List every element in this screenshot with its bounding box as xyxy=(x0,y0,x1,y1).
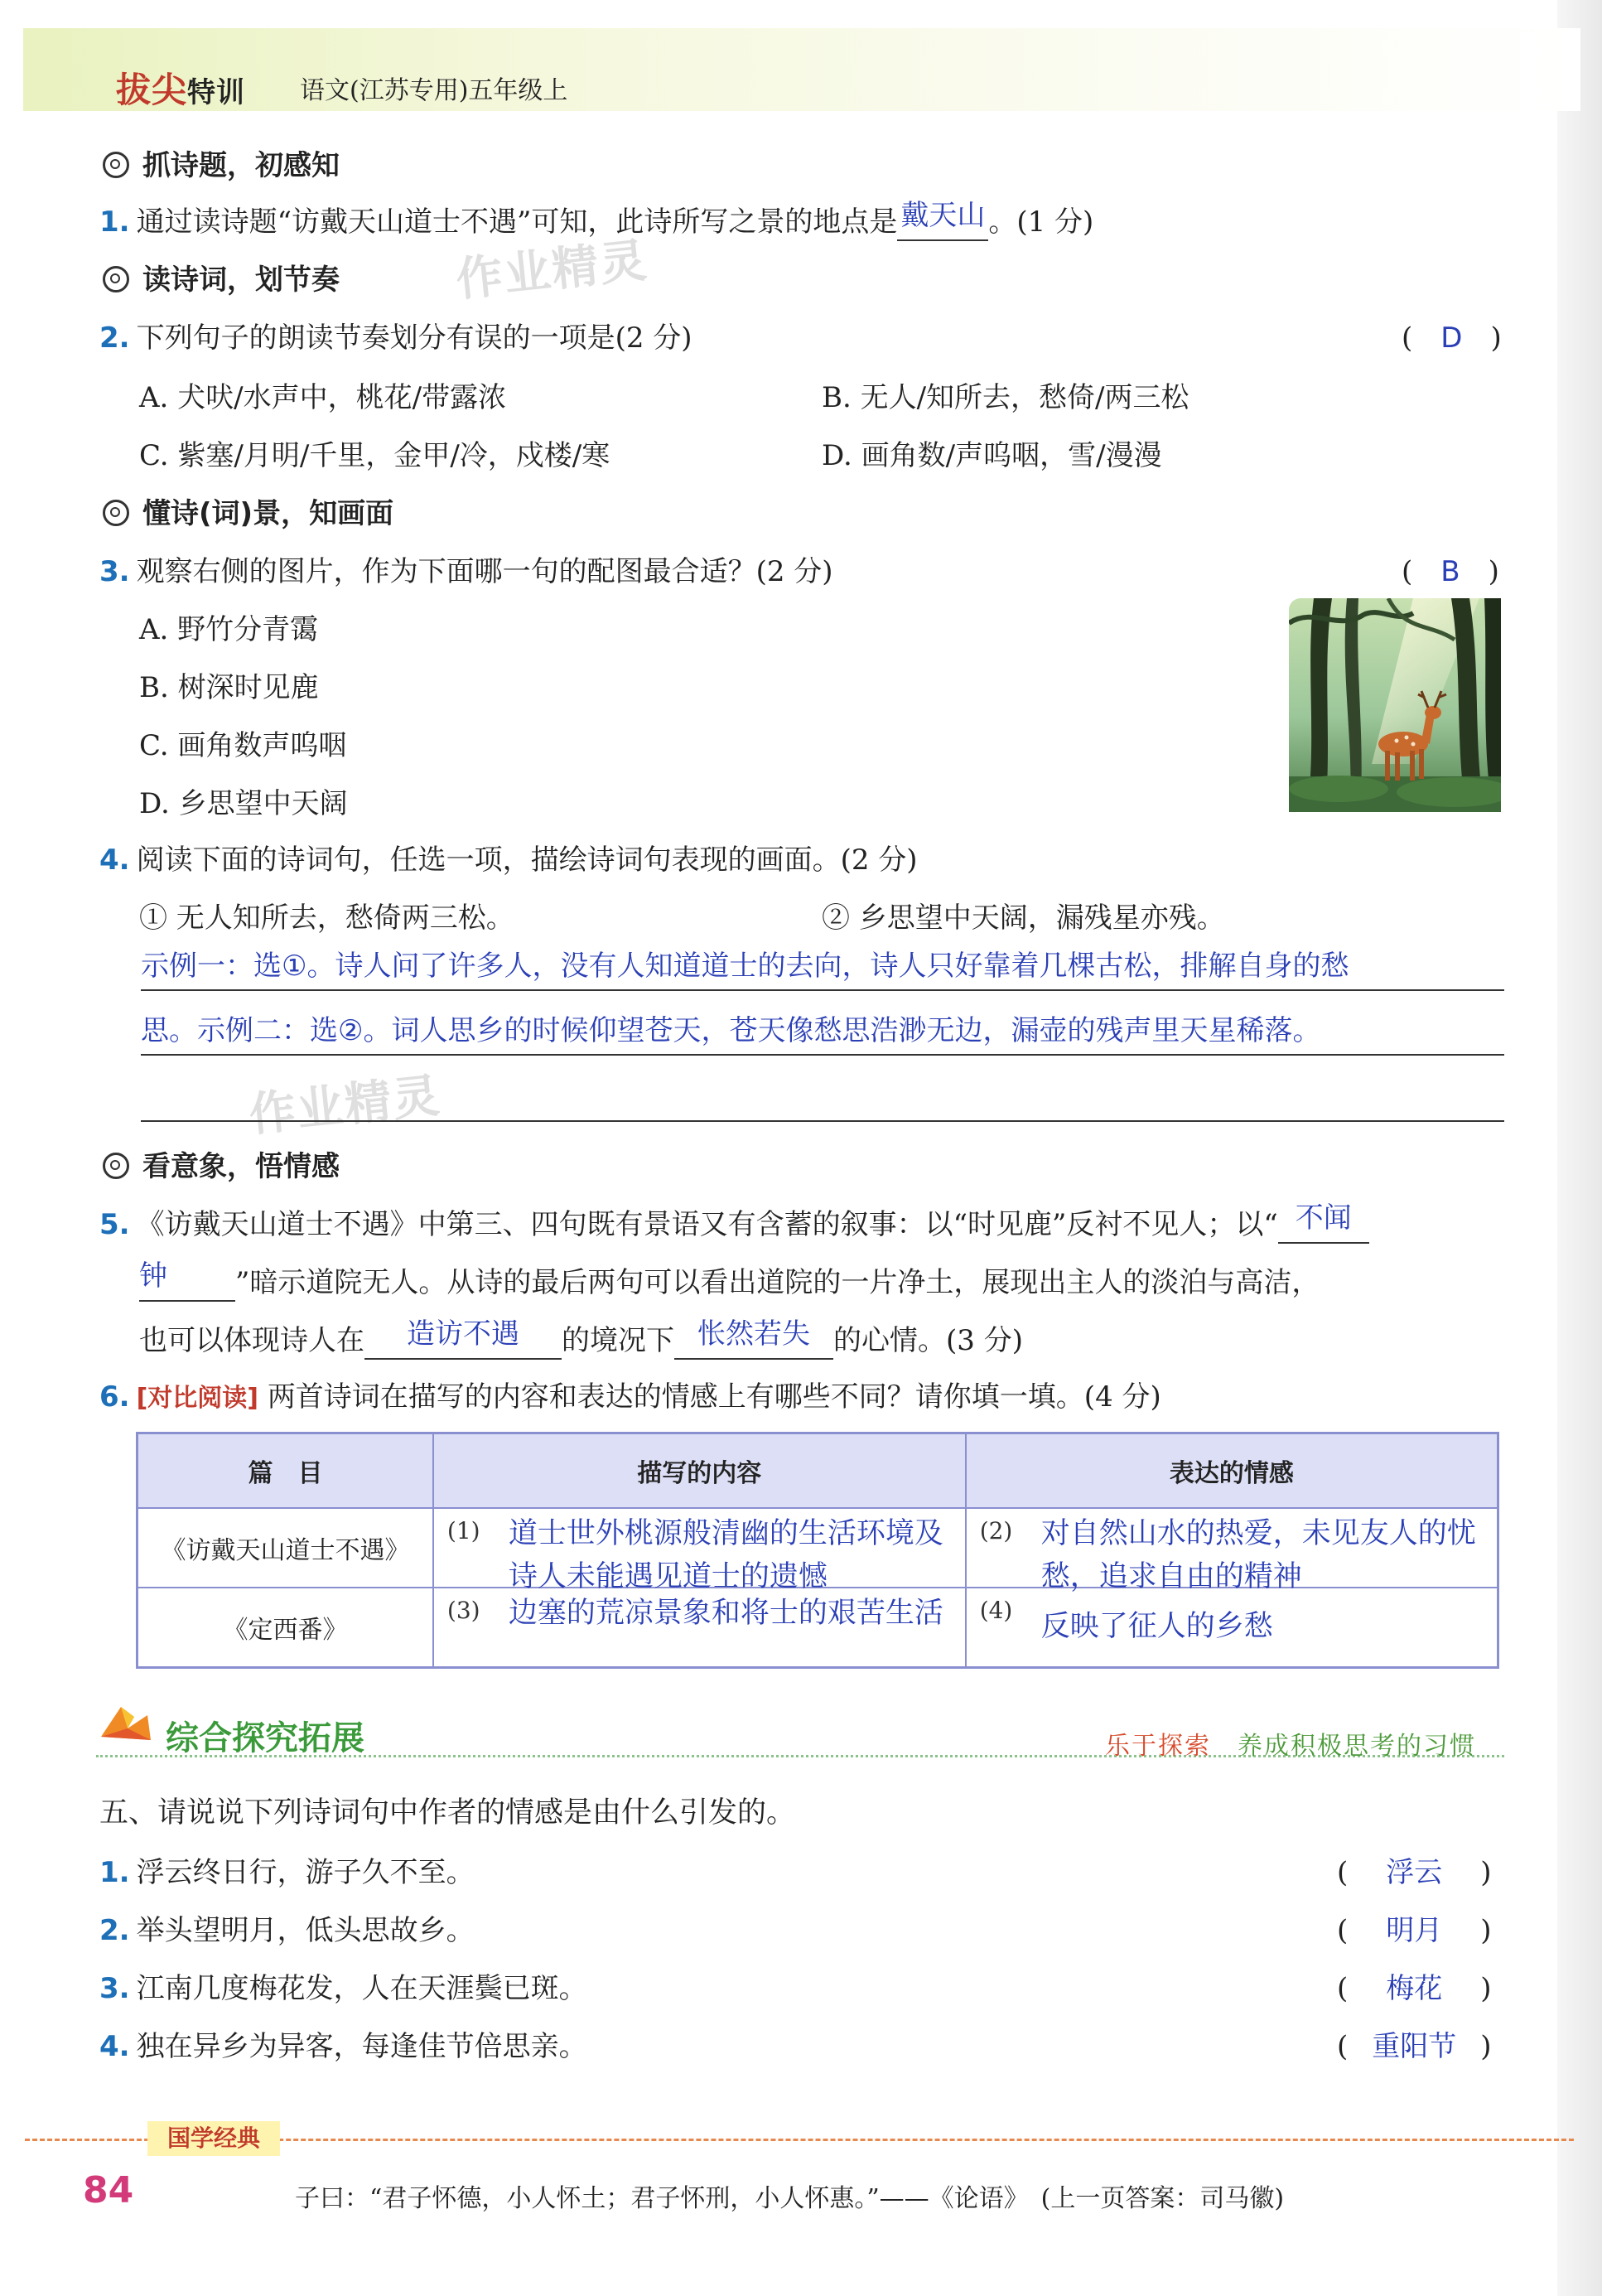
comparison-table xyxy=(136,1432,1499,1669)
answer-line xyxy=(141,989,1504,991)
brand-title xyxy=(116,63,245,113)
answer-line xyxy=(141,1054,1504,1056)
page-number: 84 xyxy=(83,2169,134,2211)
table-row xyxy=(138,1588,1498,1668)
column-header: 篇 目 xyxy=(138,1433,433,1509)
page-edge-shadow xyxy=(1557,0,1602,2296)
answer-text: 思。示例二：选②。词人思乡的时候仰望苍天，苍天像愁思浩渺无边，漏壶的残声里天星稀落。 xyxy=(141,1014,1321,1047)
brand-red: 拔尖 xyxy=(116,70,188,110)
answer-blank: 怅然若失 xyxy=(674,1317,833,1360)
book-title: 语文(江苏专用)五年级上 xyxy=(300,76,568,105)
option: B. 无人/知所去，愁倚/两三松 xyxy=(822,381,1189,414)
answer-paren: ( 浮云 ) xyxy=(1337,1856,1492,1889)
answer-paren: ( 明月 ) xyxy=(1337,1914,1492,1947)
question-3: 3. 观察右侧的图片，作为下面哪一句的配图最合适？(2 分) xyxy=(99,555,833,588)
section-heading: 读诗词，划节奏 xyxy=(103,257,340,297)
option: B. 树深时见鹿 xyxy=(139,671,319,704)
option: ② 乡思望中天阔，漏残星亦残。 xyxy=(822,901,1225,935)
answer-blank: 造访不遇 xyxy=(364,1317,562,1360)
question-5-line3: 也可以体现诗人在 造访不遇 的境况下 怅然若失 的心情。(3 分) xyxy=(139,1317,1023,1360)
column-header: 描写的内容 xyxy=(433,1433,966,1509)
puzzle-icon xyxy=(96,1699,156,1748)
question-4: 4. 阅读下面的诗词句，任选一项，描绘诗词句表现的画面。(2 分) xyxy=(99,843,918,877)
question-1: 1. 通过读诗题“访戴天山道士不遇”可知，此诗所写之景的地点是 戴天山 。(1 分) xyxy=(99,199,1093,241)
table-header-row xyxy=(138,1433,1498,1509)
double-circle-icon xyxy=(103,1153,129,1179)
answer-blank: 不闻 xyxy=(1278,1201,1369,1244)
double-circle-icon xyxy=(103,266,129,292)
option: D. 画角数/声呜咽，雪/漫漫 xyxy=(822,439,1162,472)
answer-paren: ( 梅花 ) xyxy=(1337,1972,1492,2005)
option: C. 画角数声呜咽 xyxy=(139,729,347,762)
double-circle-icon xyxy=(103,500,129,526)
double-circle-icon xyxy=(103,152,129,178)
column-header: 表达的情感 xyxy=(966,1433,1498,1509)
list-item: 4. 独在异乡为异客，每逢佳节倍思亲。 xyxy=(99,2030,587,2063)
section-heading: 懂诗(词)景，知画面 xyxy=(103,491,393,531)
poem-title: 《定西番》 xyxy=(138,1588,433,1668)
extension-title: 综合探究拓展 xyxy=(166,1719,364,1757)
brand-black: 特训 xyxy=(187,76,246,109)
answer-text: 示例一：选①。诗人问了许多人，没有人知道道士的去向，诗人只好靠着几棵古松，排解自身的愁 xyxy=(141,950,1349,983)
list-item: 3. 江南几度梅花发，人在天涯鬓已斑。 xyxy=(99,1972,587,2005)
content-cell: (1) 道士世外桃源般清幽的生活环境及诗人未能遇见道士的遗憾 xyxy=(433,1508,966,1588)
option: A. 犬吠/水声中，桃花/带露浓 xyxy=(139,381,507,414)
content-cell: (3) 边塞的荒凉景象和将士的艰苦生活 xyxy=(433,1588,966,1668)
deer-forest-illustration xyxy=(1289,598,1501,812)
part5-heading: 五、请说说下列诗词句中作者的情感是由什么引发的。 xyxy=(99,1796,796,1830)
compare-reading-tag: [对比阅读] xyxy=(136,1384,258,1413)
watermark: 作业精灵 xyxy=(246,1069,444,1143)
extension-slogan: 乐于探索 养成积极思考的习惯 xyxy=(1105,1732,1476,1761)
section-heading: 看意象，悟情感 xyxy=(103,1143,340,1184)
option: C. 紫塞/月明/千里，金甲/冷，戍楼/寒 xyxy=(139,439,610,472)
option: A. 野竹分青霭 xyxy=(139,613,319,646)
footer-quote: 子曰：“君子怀德，小人怀土；君子怀刑，小人怀惠。”——《论语》 (上一页答案：司马徽) xyxy=(295,2184,1285,2213)
emotion-cell: (4) 反映了征人的乡愁 xyxy=(966,1588,1498,1668)
answer-line xyxy=(141,1120,1504,1122)
answer-paren: ( D ) xyxy=(1402,321,1502,355)
option: ① 无人知所去，愁倚两三松。 xyxy=(139,901,514,935)
question-5-line1: 5. 《访戴天山道士不遇》中第三、四句既有景语又有含蓄的叙事：以“时见鹿”反衬不见人；以“ 不闻 xyxy=(99,1201,1369,1244)
section-heading: 抓诗题，初感知 xyxy=(103,143,340,183)
answer-blank: 戴天山 xyxy=(897,199,988,241)
poem-title: 《访戴天山道士不遇》 xyxy=(138,1508,433,1588)
list-item: 2. 举头望明月，低头思故乡。 xyxy=(99,1914,475,1947)
answer-paren: ( 重阳节 ) xyxy=(1337,2030,1492,2063)
answer-blank: 钟 xyxy=(139,1259,235,1302)
list-item: 1. 浮云终日行，游子久不至。 xyxy=(99,1856,475,1889)
question-5-line2: 钟 ”暗示道院无人。从诗的最后两句可以看出道院的一片净土，展现出主人的淡泊与高洁， xyxy=(139,1259,1320,1302)
option: D. 乡思望中天阔 xyxy=(139,787,348,820)
answer-paren: ( B ) xyxy=(1402,555,1499,588)
question-6: 6. [对比阅读] 两首诗词在描写的内容和表达的情感上有哪些不同？请你填一填。(4 分) xyxy=(99,1380,1161,1414)
emotion-cell: (2) 对自然山水的热爱，未见友人的忧愁，追求自由的精神 xyxy=(966,1508,1498,1588)
table-row xyxy=(138,1508,1498,1588)
question-2: 2. 下列句子的朗读节奏划分有误的一项是(2 分) xyxy=(99,321,692,355)
header-band xyxy=(23,28,1580,111)
footer-tag: 国学经典 xyxy=(147,2121,280,2156)
watermark: 作业精灵 xyxy=(453,234,651,307)
